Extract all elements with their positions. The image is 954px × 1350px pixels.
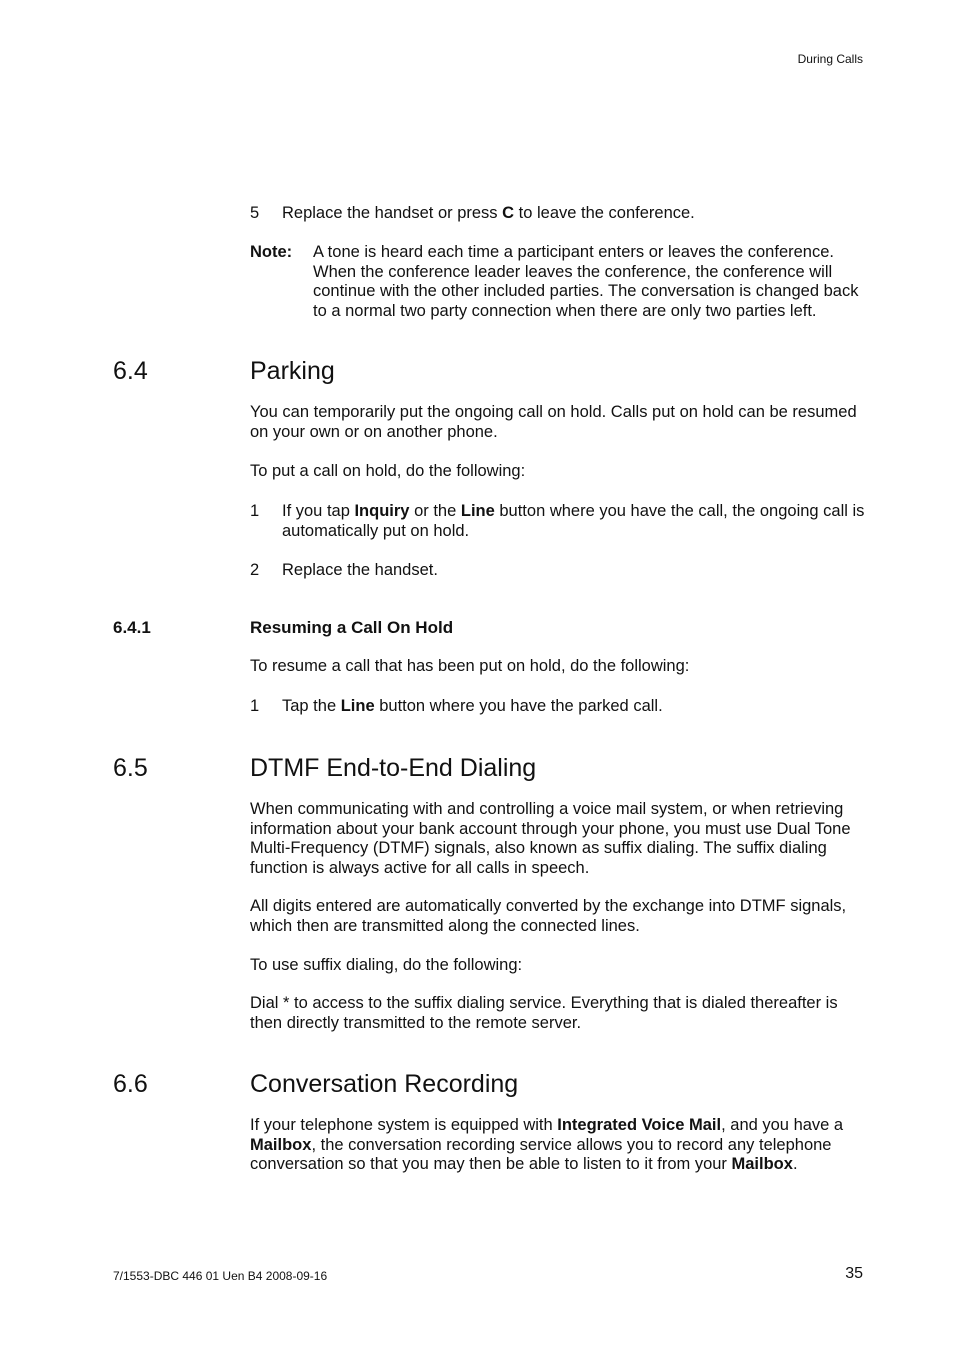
- page-number: 35: [845, 1265, 863, 1282]
- step-text: Replace the handset.: [282, 561, 438, 579]
- note-label: Note:: [250, 243, 293, 261]
- paragraph: To resume a call that has been put on hold, do the following:: [250, 657, 690, 675]
- section-title: Parking: [250, 357, 335, 385]
- step-text: If you tap Inquiry or the Line button where you have the call, the ongoing call is automatically put on hold.: [282, 502, 865, 540]
- step-number: 5: [250, 204, 260, 222]
- section-number: 6.5: [113, 754, 148, 782]
- paragraph: Dial * to access to the suffix dialing service. Everything that is dialed thereafter is then directly transmitted to the remote server.: [250, 994, 838, 1032]
- subsection-title: Resuming a Call On Hold: [250, 618, 454, 637]
- step-number: 2: [250, 561, 260, 579]
- paragraph: All digits entered are automatically converted by the exchange into DTMF signals, which then are transmitted along the connected lines.: [250, 897, 847, 935]
- running-header: During Calls: [797, 52, 863, 66]
- section-title: DTMF End-to-End Dialing: [250, 754, 537, 782]
- step-text: Replace the handset or press C to leave the conference.: [282, 204, 695, 222]
- section-title: Conversation Recording: [250, 1070, 519, 1098]
- paragraph: When communicating with and controlling a voice mail system, or when retrieving information about your bank account through your phone, you must use Dual Tone Multi-Frequency (DTMF) signals, also known as suffix dialing. The suffix dialing function is always active for all calls in speech.: [250, 800, 851, 877]
- step-number: 1: [250, 502, 260, 520]
- subsection-number: 6.4.1: [113, 618, 151, 637]
- step-text: Tap the Line button where you have the parked call.: [282, 697, 663, 715]
- paragraph: To use suffix dialing, do the following:: [250, 956, 523, 974]
- section-number: 6.4: [113, 357, 148, 385]
- star-key: *: [283, 994, 290, 1012]
- paragraph: To put a call on hold, do the following:: [250, 462, 526, 480]
- paragraph: You can temporarily put the ongoing call on hold. Calls put on hold can be resumed on your own or on another phone.: [250, 403, 857, 441]
- step-number: 1: [250, 697, 260, 715]
- section-number: 6.6: [113, 1070, 148, 1098]
- note-text: A tone is heard each time a participant enters or leaves the conference. When the conference leader leaves the conference, the conference will continue with the other included parties. The conversation is changed back to a normal two party connection when there are only two parties left.: [313, 243, 859, 320]
- document-id: 7/1553-DBC 446 01 Uen B4 2008-09-16: [113, 1269, 328, 1283]
- paragraph: If your telephone system is equipped with Integrated Voice Mail, and you have a Mailbox, the conversation recording service allows you to record any telephone conversation so that you may then be able to listen to it from your Mailbox.: [250, 1116, 844, 1173]
